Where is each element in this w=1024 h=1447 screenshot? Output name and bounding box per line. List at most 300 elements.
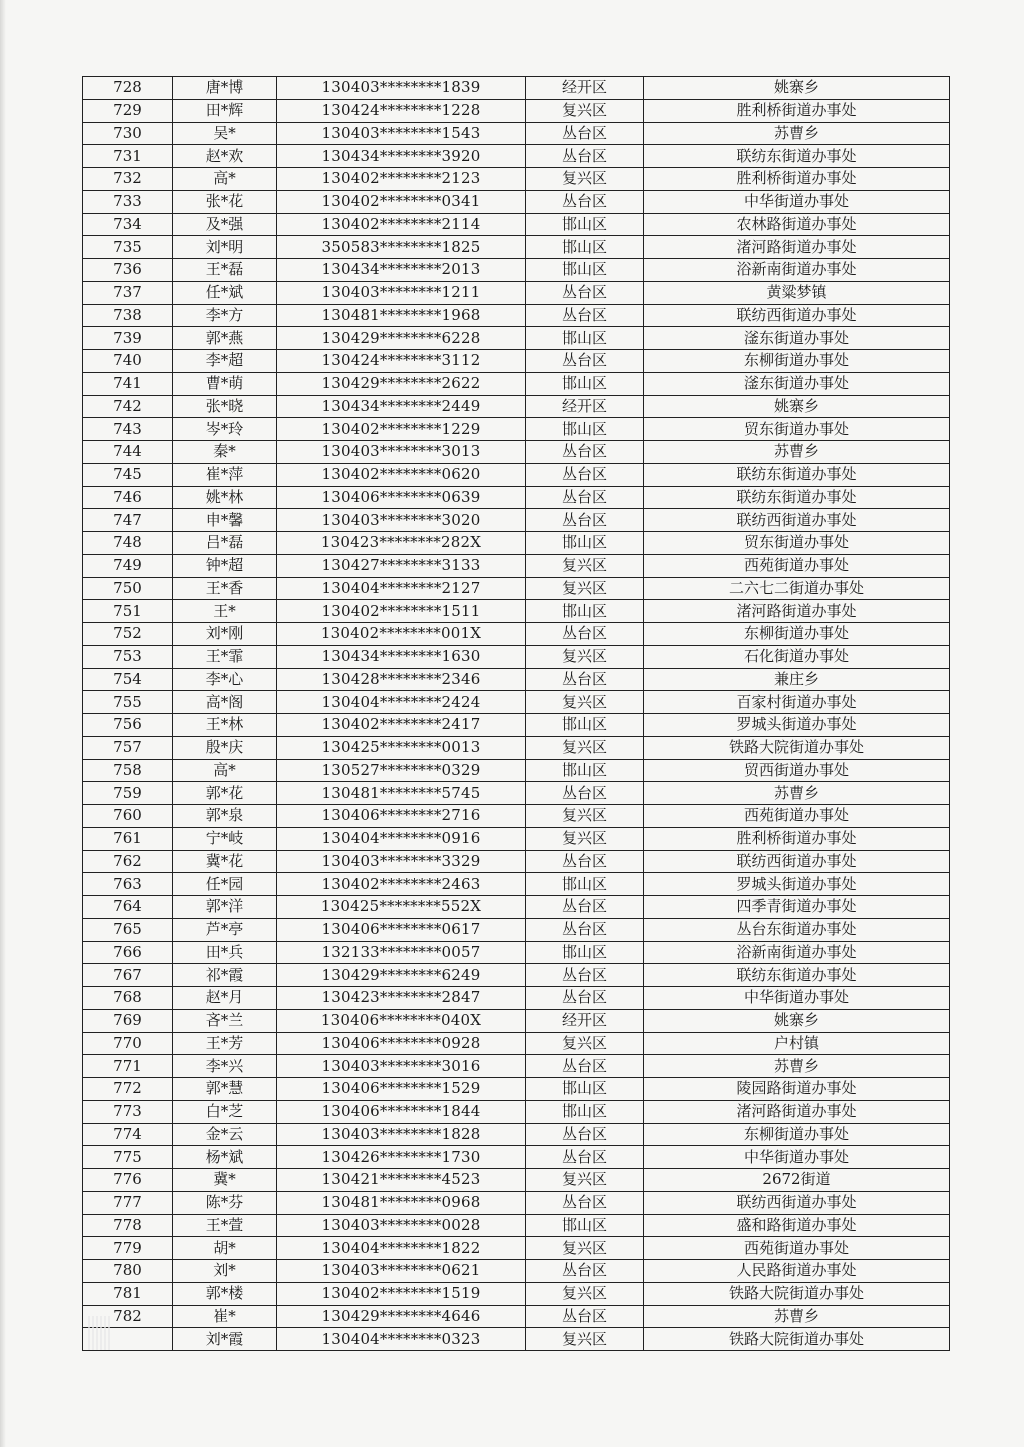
person-name-cell: 宁*岐 — [173, 827, 277, 850]
table-row — [83, 1214, 950, 1237]
person-name-cell: 赵*欢 — [173, 145, 277, 168]
person-name-cell: 王*磊 — [173, 259, 277, 282]
person-name-cell: 郭*泉 — [173, 805, 277, 828]
row-number-cell: 734 — [83, 213, 173, 236]
person-name-cell: 李*方 — [173, 304, 277, 327]
row-number-cell: 756 — [83, 714, 173, 737]
row-number-cell: 759 — [83, 782, 173, 805]
id-number-cell: 130402********0620 — [277, 463, 526, 486]
subdistrict-cell: 联纺西街道办事处 — [644, 304, 950, 327]
table-row — [83, 99, 950, 122]
row-number-cell: 738 — [83, 304, 173, 327]
table-row — [83, 1123, 950, 1146]
table-row — [83, 1169, 950, 1192]
district-cell: 丛台区 — [526, 463, 644, 486]
person-name-cell: 张*晓 — [173, 395, 277, 418]
table-row — [83, 645, 950, 668]
person-name-cell: 李*超 — [173, 350, 277, 373]
subdistrict-cell: 铁路大院街道办事处 — [644, 1282, 950, 1305]
row-number-cell: 762 — [83, 850, 173, 873]
row-number-cell: 749 — [83, 554, 173, 577]
id-number-cell: 130402********2463 — [277, 873, 526, 896]
table-row — [83, 486, 950, 509]
person-name-cell: 吝*兰 — [173, 1009, 277, 1032]
person-name-cell: 王*芳 — [173, 1032, 277, 1055]
table-row — [83, 1282, 950, 1305]
id-number-cell: 130481********1968 — [277, 304, 526, 327]
subdistrict-cell: 贸东街道办事处 — [644, 418, 950, 441]
district-cell: 丛台区 — [526, 304, 644, 327]
subdistrict-cell: 苏曹乡 — [644, 1305, 950, 1328]
person-name-cell: 高* — [173, 168, 277, 191]
id-number-cell: 130403********3016 — [277, 1055, 526, 1078]
district-cell: 邯山区 — [526, 600, 644, 623]
id-number-cell: 130429********6228 — [277, 327, 526, 350]
id-number-cell: 130429********2622 — [277, 372, 526, 395]
person-name-cell: 王*香 — [173, 577, 277, 600]
subdistrict-cell: 罗城头街道办事处 — [644, 873, 950, 896]
row-number-cell: 736 — [83, 259, 173, 282]
id-number-cell: 130406********0928 — [277, 1032, 526, 1055]
row-number-cell: 753 — [83, 645, 173, 668]
row-number-cell: 743 — [83, 418, 173, 441]
person-name-cell: 秦* — [173, 441, 277, 464]
subdistrict-cell: 中华街道办事处 — [644, 987, 950, 1010]
id-number-cell: 130402********2417 — [277, 714, 526, 737]
id-number-cell: 130402********1229 — [277, 418, 526, 441]
row-number-cell: 770 — [83, 1032, 173, 1055]
row-number-cell: 748 — [83, 532, 173, 555]
id-number-cell: 130404********1822 — [277, 1237, 526, 1260]
person-name-cell: 王*林 — [173, 714, 277, 737]
district-cell: 丛台区 — [526, 350, 644, 373]
row-number-cell: 761 — [83, 827, 173, 850]
subdistrict-cell: 铁路大院街道办事处 — [644, 1328, 950, 1351]
table-row — [83, 964, 950, 987]
row-number-cell: 768 — [83, 987, 173, 1010]
id-number-cell: 130527********0329 — [277, 759, 526, 782]
table-row — [83, 782, 950, 805]
subdistrict-cell: 滏东街道办事处 — [644, 372, 950, 395]
person-name-cell: 崔*萍 — [173, 463, 277, 486]
person-name-cell: 刘* — [173, 1260, 277, 1283]
person-name-cell: 郭*燕 — [173, 327, 277, 350]
subdistrict-cell: 胜利桥街道办事处 — [644, 168, 950, 191]
id-number-cell: 130426********1730 — [277, 1146, 526, 1169]
row-number-cell: 747 — [83, 509, 173, 532]
row-number-cell: 746 — [83, 486, 173, 509]
table-row — [83, 577, 950, 600]
table-row — [83, 213, 950, 236]
district-cell: 丛台区 — [526, 918, 644, 941]
subdistrict-cell: 罗城头街道办事处 — [644, 714, 950, 737]
row-number-cell: 728 — [83, 77, 173, 100]
table-row — [83, 805, 950, 828]
id-number-cell: 130402********1519 — [277, 1282, 526, 1305]
person-name-cell: 王*霏 — [173, 645, 277, 668]
table-row — [83, 941, 950, 964]
id-number-cell: 130434********2449 — [277, 395, 526, 418]
district-cell: 丛台区 — [526, 441, 644, 464]
table-row — [83, 1191, 950, 1214]
table-row — [83, 304, 950, 327]
id-number-cell: 132133********0057 — [277, 941, 526, 964]
subdistrict-cell: 四季青街道办事处 — [644, 896, 950, 919]
row-number-cell: 780 — [83, 1260, 173, 1283]
district-cell: 经开区 — [526, 395, 644, 418]
id-number-cell: 130402********1511 — [277, 600, 526, 623]
table-row — [83, 145, 950, 168]
district-cell: 丛台区 — [526, 509, 644, 532]
district-cell: 复兴区 — [526, 1282, 644, 1305]
subdistrict-cell: 西苑街道办事处 — [644, 1237, 950, 1260]
subdistrict-cell: 姚寨乡 — [644, 1009, 950, 1032]
subdistrict-cell: 丛台东街道办事处 — [644, 918, 950, 941]
table-row — [83, 668, 950, 691]
id-number-cell: 130428********2346 — [277, 668, 526, 691]
table-row — [83, 281, 950, 304]
person-name-cell: 刘*明 — [173, 236, 277, 259]
district-cell: 复兴区 — [526, 99, 644, 122]
district-cell: 复兴区 — [526, 1032, 644, 1055]
row-number-cell: 744 — [83, 441, 173, 464]
subdistrict-cell: 胜利桥街道办事处 — [644, 827, 950, 850]
person-name-cell: 祁*霞 — [173, 964, 277, 987]
subdistrict-cell: 姚寨乡 — [644, 395, 950, 418]
subdistrict-cell: 渚河路街道办事处 — [644, 1100, 950, 1123]
row-number-cell: 774 — [83, 1123, 173, 1146]
table-row — [83, 509, 950, 532]
person-name-cell: 申*馨 — [173, 509, 277, 532]
table-row — [83, 1146, 950, 1169]
row-number-cell: 776 — [83, 1169, 173, 1192]
district-cell: 邯山区 — [526, 259, 644, 282]
id-number-cell: 130404********2127 — [277, 577, 526, 600]
table-row — [83, 168, 950, 191]
table-row — [83, 372, 950, 395]
district-cell: 丛台区 — [526, 1191, 644, 1214]
subdistrict-cell: 联纺东街道办事处 — [644, 463, 950, 486]
district-cell: 复兴区 — [526, 1328, 644, 1351]
id-number-cell: 130429********6249 — [277, 964, 526, 987]
table-row — [83, 259, 950, 282]
person-name-cell: 张*花 — [173, 190, 277, 213]
person-name-cell: 王*萱 — [173, 1214, 277, 1237]
district-cell: 丛台区 — [526, 122, 644, 145]
id-number-cell: 130406********0639 — [277, 486, 526, 509]
person-name-cell: 郭*洋 — [173, 896, 277, 919]
person-name-cell: 及*强 — [173, 213, 277, 236]
table-row — [83, 327, 950, 350]
id-number-cell: 130403********3329 — [277, 850, 526, 873]
district-cell: 丛台区 — [526, 1146, 644, 1169]
subdistrict-cell: 中华街道办事处 — [644, 190, 950, 213]
row-number-cell: 733 — [83, 190, 173, 213]
id-number-cell: 130481********5745 — [277, 782, 526, 805]
person-name-cell: 田*辉 — [173, 99, 277, 122]
id-number-cell: 130403********1211 — [277, 281, 526, 304]
id-number-cell: 130403********1839 — [277, 77, 526, 100]
person-name-cell: 崔* — [173, 1305, 277, 1328]
row-number-cell: 739 — [83, 327, 173, 350]
district-cell: 邯山区 — [526, 1078, 644, 1101]
district-cell: 经开区 — [526, 77, 644, 100]
row-number-cell: 730 — [83, 122, 173, 145]
row-number-cell: 763 — [83, 873, 173, 896]
subdistrict-cell: 滏东街道办事处 — [644, 327, 950, 350]
id-number-cell: 350583********1825 — [277, 236, 526, 259]
id-number-cell: 130403********1828 — [277, 1123, 526, 1146]
table-row — [83, 418, 950, 441]
subdistrict-cell: 东柳街道办事处 — [644, 623, 950, 646]
table-row — [83, 827, 950, 850]
id-number-cell: 130406********1529 — [277, 1078, 526, 1101]
person-name-cell: 赵*月 — [173, 987, 277, 1010]
row-number-cell: 750 — [83, 577, 173, 600]
table-row — [83, 918, 950, 941]
district-cell: 丛台区 — [526, 486, 644, 509]
person-name-cell: 李*兴 — [173, 1055, 277, 1078]
id-number-cell: 130403********3020 — [277, 509, 526, 532]
table-row — [83, 532, 950, 555]
table-row — [83, 759, 950, 782]
table-row — [83, 623, 950, 646]
district-cell: 丛台区 — [526, 281, 644, 304]
row-number-cell: 737 — [83, 281, 173, 304]
subdistrict-cell: 苏曹乡 — [644, 122, 950, 145]
district-cell: 复兴区 — [526, 168, 644, 191]
person-name-cell: 王* — [173, 600, 277, 623]
row-number-cell: 731 — [83, 145, 173, 168]
subdistrict-cell: 联纺西街道办事处 — [644, 850, 950, 873]
person-name-cell: 杨*斌 — [173, 1146, 277, 1169]
id-number-cell: 130425********552X — [277, 896, 526, 919]
id-number-cell: 130406********2716 — [277, 805, 526, 828]
district-cell: 丛台区 — [526, 850, 644, 873]
id-number-cell: 130406********040X — [277, 1009, 526, 1032]
subdistrict-cell: 胜利桥街道办事处 — [644, 99, 950, 122]
subdistrict-cell: 东柳街道办事处 — [644, 350, 950, 373]
person-name-cell: 冀*花 — [173, 850, 277, 873]
id-number-cell: 130403********3013 — [277, 441, 526, 464]
table-row — [83, 850, 950, 873]
table-row — [83, 395, 950, 418]
row-number-cell: 754 — [83, 668, 173, 691]
table-row — [83, 190, 950, 213]
subdistrict-cell: 贸东街道办事处 — [644, 532, 950, 555]
person-name-cell: 唐*博 — [173, 77, 277, 100]
id-number-cell: 130481********0968 — [277, 1191, 526, 1214]
row-number-cell: 740 — [83, 350, 173, 373]
district-cell: 邯山区 — [526, 418, 644, 441]
id-number-cell: 130427********3133 — [277, 554, 526, 577]
row-number-cell: 766 — [83, 941, 173, 964]
table-row — [83, 714, 950, 737]
row-number-cell: 769 — [83, 1009, 173, 1032]
table-row — [83, 1260, 950, 1283]
id-number-cell: 130434********3920 — [277, 145, 526, 168]
district-cell: 复兴区 — [526, 691, 644, 714]
id-number-cell: 130429********4646 — [277, 1305, 526, 1328]
person-name-cell: 田*兵 — [173, 941, 277, 964]
row-number-cell: 751 — [83, 600, 173, 623]
subdistrict-cell: 贸西街道办事处 — [644, 759, 950, 782]
person-name-cell: 吕*磊 — [173, 532, 277, 555]
subdistrict-cell: 2672街道 — [644, 1169, 950, 1192]
id-number-cell: 130403********0621 — [277, 1260, 526, 1283]
row-number-cell: 772 — [83, 1078, 173, 1101]
table-row — [83, 1328, 950, 1351]
person-name-cell: 郭*花 — [173, 782, 277, 805]
row-number-cell: 732 — [83, 168, 173, 191]
subdistrict-cell: 联纺西街道办事处 — [644, 1191, 950, 1214]
subdistrict-cell: 苏曹乡 — [644, 1055, 950, 1078]
table-row — [83, 873, 950, 896]
district-cell: 丛台区 — [526, 145, 644, 168]
table-row — [83, 1032, 950, 1055]
person-name-cell: 刘*刚 — [173, 623, 277, 646]
subdistrict-cell: 苏曹乡 — [644, 782, 950, 805]
table-row — [83, 1305, 950, 1328]
person-name-cell: 殷*庆 — [173, 736, 277, 759]
subdistrict-cell: 联纺东街道办事处 — [644, 145, 950, 168]
row-number-cell: 775 — [83, 1146, 173, 1169]
table-row — [83, 896, 950, 919]
table-row — [83, 236, 950, 259]
district-cell: 复兴区 — [526, 805, 644, 828]
subdistrict-cell: 浴新南街道办事处 — [644, 259, 950, 282]
district-cell: 丛台区 — [526, 190, 644, 213]
district-cell: 邯山区 — [526, 941, 644, 964]
table-row — [83, 122, 950, 145]
row-number-cell: 771 — [83, 1055, 173, 1078]
table-row — [83, 441, 950, 464]
row-number-cell: 782 — [83, 1305, 173, 1328]
person-name-cell: 陈*芬 — [173, 1191, 277, 1214]
row-number-cell: 745 — [83, 463, 173, 486]
person-name-cell: 胡* — [173, 1237, 277, 1260]
subdistrict-cell: 西苑街道办事处 — [644, 554, 950, 577]
subdistrict-cell: 黄粱梦镇 — [644, 281, 950, 304]
id-number-cell: 130406********1844 — [277, 1100, 526, 1123]
table-row — [83, 1237, 950, 1260]
id-number-cell: 130424********1228 — [277, 99, 526, 122]
person-name-cell: 冀* — [173, 1169, 277, 1192]
id-number-cell: 130424********3112 — [277, 350, 526, 373]
table-row — [83, 600, 950, 623]
person-name-cell: 芦*亭 — [173, 918, 277, 941]
row-number-cell: 765 — [83, 918, 173, 941]
id-number-cell: 130425********0013 — [277, 736, 526, 759]
district-cell: 邯山区 — [526, 327, 644, 350]
district-cell: 丛台区 — [526, 987, 644, 1010]
person-name-cell: 刘*霞 — [173, 1328, 277, 1351]
district-cell: 邯山区 — [526, 372, 644, 395]
district-cell: 邯山区 — [526, 759, 644, 782]
person-name-cell: 李*心 — [173, 668, 277, 691]
person-name-cell: 姚*林 — [173, 486, 277, 509]
table-row — [83, 1009, 950, 1032]
roster-table-body — [83, 77, 950, 1351]
district-cell: 复兴区 — [526, 1169, 644, 1192]
subdistrict-cell: 铁路大院街道办事处 — [644, 736, 950, 759]
subdistrict-cell: 联纺东街道办事处 — [644, 964, 950, 987]
row-number-cell: 778 — [83, 1214, 173, 1237]
district-cell: 丛台区 — [526, 668, 644, 691]
id-number-cell: 130404********2424 — [277, 691, 526, 714]
person-name-cell: 郭*慧 — [173, 1078, 277, 1101]
row-number-cell: 781 — [83, 1282, 173, 1305]
id-number-cell: 130402********0341 — [277, 190, 526, 213]
district-cell: 丛台区 — [526, 1260, 644, 1283]
id-number-cell: 130423********2847 — [277, 987, 526, 1010]
subdistrict-cell: 百家村街道办事处 — [644, 691, 950, 714]
table-row — [83, 736, 950, 759]
table-row — [83, 1055, 950, 1078]
district-cell: 经开区 — [526, 1009, 644, 1032]
row-number-cell: 755 — [83, 691, 173, 714]
person-name-cell: 任*园 — [173, 873, 277, 896]
id-number-cell: 130423********282X — [277, 532, 526, 555]
district-cell: 丛台区 — [526, 782, 644, 805]
row-number-cell: 742 — [83, 395, 173, 418]
district-cell: 复兴区 — [526, 645, 644, 668]
person-name-cell: 郭*楼 — [173, 1282, 277, 1305]
subdistrict-cell: 兼庄乡 — [644, 668, 950, 691]
table-row — [83, 77, 950, 100]
person-name-cell: 吴* — [173, 122, 277, 145]
district-cell: 邯山区 — [526, 873, 644, 896]
person-name-cell: 岑*玲 — [173, 418, 277, 441]
district-cell: 复兴区 — [526, 554, 644, 577]
id-number-cell: 130434********2013 — [277, 259, 526, 282]
row-number-cell: 773 — [83, 1100, 173, 1123]
row-number-cell: 741 — [83, 372, 173, 395]
id-number-cell: 130403********1543 — [277, 122, 526, 145]
subdistrict-cell: 人民路街道办事处 — [644, 1260, 950, 1283]
subdistrict-cell: 农林路街道办事处 — [644, 213, 950, 236]
district-cell: 邯山区 — [526, 236, 644, 259]
row-number-cell: 760 — [83, 805, 173, 828]
id-number-cell: 130402********2123 — [277, 168, 526, 191]
subdistrict-cell: 东柳街道办事处 — [644, 1123, 950, 1146]
person-name-cell: 钟*超 — [173, 554, 277, 577]
row-number-cell: 777 — [83, 1191, 173, 1214]
subdistrict-cell: 西苑街道办事处 — [644, 805, 950, 828]
person-name-cell: 高* — [173, 759, 277, 782]
district-cell: 复兴区 — [526, 736, 644, 759]
table-row — [83, 1100, 950, 1123]
district-cell: 邯山区 — [526, 532, 644, 555]
district-cell: 邯山区 — [526, 714, 644, 737]
row-number-cell: 758 — [83, 759, 173, 782]
table-row — [83, 463, 950, 486]
id-number-cell: 130434********1630 — [277, 645, 526, 668]
id-number-cell: 130402********001X — [277, 623, 526, 646]
subdistrict-cell: 渚河路街道办事处 — [644, 600, 950, 623]
roster-table — [82, 76, 950, 1351]
district-cell: 丛台区 — [526, 896, 644, 919]
district-cell: 丛台区 — [526, 623, 644, 646]
subdistrict-cell: 苏曹乡 — [644, 441, 950, 464]
scan-edge-shadow — [0, 0, 6, 1447]
subdistrict-cell: 联纺西街道办事处 — [644, 509, 950, 532]
row-number-cell: 767 — [83, 964, 173, 987]
row-number-cell: 757 — [83, 736, 173, 759]
subdistrict-cell: 陵园路街道办事处 — [644, 1078, 950, 1101]
district-cell: 邯山区 — [526, 1214, 644, 1237]
id-number-cell: 130404********0323 — [277, 1328, 526, 1351]
